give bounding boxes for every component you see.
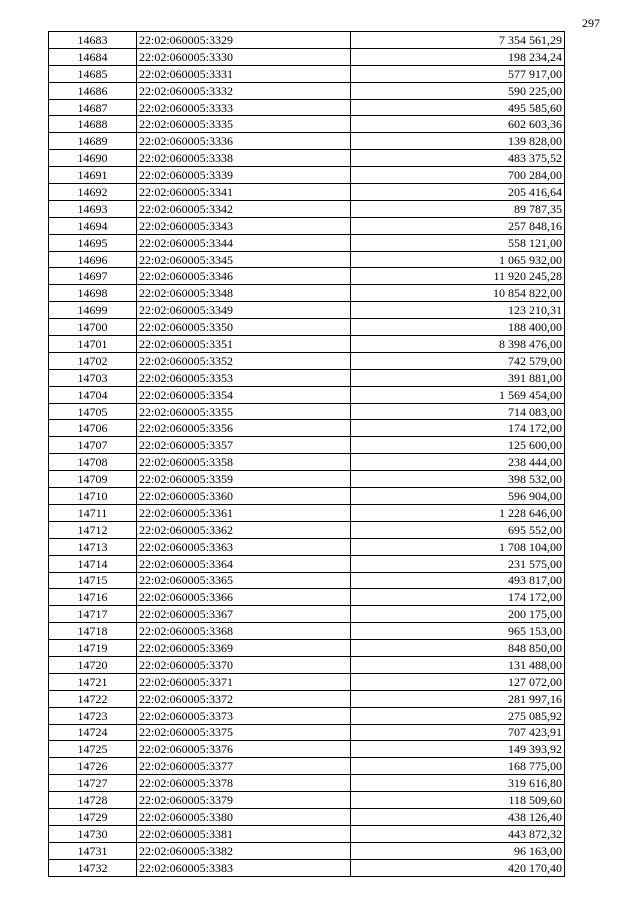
table-row <box>49 268 565 285</box>
table-row <box>49 690 565 707</box>
table-row <box>49 656 565 673</box>
row-number-cell: 14713 <box>49 538 137 555</box>
cadastral-number-cell: 22:02:060005:3372 <box>137 690 351 707</box>
cadastral-number-cell: 22:02:060005:3349 <box>137 302 351 319</box>
table-row <box>49 32 565 49</box>
row-number-cell: 14716 <box>49 589 137 606</box>
row-number-cell: 14720 <box>49 656 137 673</box>
table-row <box>49 420 565 437</box>
row-number-cell: 14711 <box>49 504 137 521</box>
table-row <box>49 606 565 623</box>
table-row <box>49 133 565 150</box>
cadastral-number-cell: 22:02:060005:3370 <box>137 656 351 673</box>
cadastral-value-cell: 483 375,52 <box>351 150 565 167</box>
table-row <box>49 623 565 640</box>
table-row <box>49 234 565 251</box>
row-number-cell: 14732 <box>49 859 137 876</box>
page-number: 297 <box>582 16 600 30</box>
cadastral-value-cell: 174 172,00 <box>351 420 565 437</box>
row-number-cell: 14700 <box>49 319 137 336</box>
table-row <box>49 504 565 521</box>
row-number-cell: 14706 <box>49 420 137 437</box>
row-number-cell: 14699 <box>49 302 137 319</box>
table-row <box>49 200 565 217</box>
row-number-cell: 14707 <box>49 437 137 454</box>
cadastral-value-cell: 131 488,00 <box>351 656 565 673</box>
cadastral-number-cell: 22:02:060005:3330 <box>137 48 351 65</box>
cadastral-number-cell: 22:02:060005:3346 <box>137 268 351 285</box>
cadastral-number-cell: 22:02:060005:3329 <box>137 32 351 49</box>
table-row <box>49 150 565 167</box>
cadastral-value-cell: 281 997,16 <box>351 690 565 707</box>
table-row <box>49 808 565 825</box>
cadastral-number-cell: 22:02:060005:3338 <box>137 150 351 167</box>
table-row <box>49 99 565 116</box>
cadastral-value-cell: 10 854 822,00 <box>351 285 565 302</box>
row-number-cell: 14723 <box>49 707 137 724</box>
table-row <box>49 319 565 336</box>
row-number-cell: 14686 <box>49 82 137 99</box>
cadastral-value-cell: 123 210,31 <box>351 302 565 319</box>
cadastral-value-cell: 391 881,00 <box>351 369 565 386</box>
cadastral-value-cell: 493 817,00 <box>351 572 565 589</box>
table-row <box>49 437 565 454</box>
cadastral-value-cell: 596 904,00 <box>351 488 565 505</box>
row-number-cell: 14689 <box>49 133 137 150</box>
cadastral-number-cell: 22:02:060005:3331 <box>137 65 351 82</box>
cadastral-value-cell: 590 225,00 <box>351 82 565 99</box>
cadastral-value-cell: 11 920 245,28 <box>351 268 565 285</box>
row-number-cell: 14709 <box>49 471 137 488</box>
cadastral-value-cell: 1 708 104,00 <box>351 538 565 555</box>
cadastral-number-cell: 22:02:060005:3350 <box>137 319 351 336</box>
cadastral-value-cell: 848 850,00 <box>351 640 565 657</box>
row-number-cell: 14698 <box>49 285 137 302</box>
cadastral-number-cell: 22:02:060005:3368 <box>137 623 351 640</box>
row-number-cell: 14691 <box>49 167 137 184</box>
table-body <box>49 32 565 877</box>
row-number-cell: 14683 <box>49 32 137 49</box>
table-row <box>49 775 565 792</box>
cadastral-number-cell: 22:02:060005:3354 <box>137 386 351 403</box>
row-number-cell: 14722 <box>49 690 137 707</box>
row-number-cell: 14684 <box>49 48 137 65</box>
table-row <box>49 471 565 488</box>
cadastral-number-cell: 22:02:060005:3336 <box>137 133 351 150</box>
cadastral-value-cell: 7 354 561,29 <box>351 32 565 49</box>
row-number-cell: 14690 <box>49 150 137 167</box>
cadastral-value-cell: 118 509,60 <box>351 792 565 809</box>
cadastral-value-cell: 1 569 454,00 <box>351 386 565 403</box>
row-number-cell: 14693 <box>49 200 137 217</box>
table-row <box>49 167 565 184</box>
row-number-cell: 14721 <box>49 673 137 690</box>
cadastral-number-cell: 22:02:060005:3364 <box>137 555 351 572</box>
cadastral-number-cell: 22:02:060005:3333 <box>137 99 351 116</box>
row-number-cell: 14726 <box>49 758 137 775</box>
cadastral-number-cell: 22:02:060005:3380 <box>137 808 351 825</box>
cadastral-value-cell: 965 153,00 <box>351 623 565 640</box>
table-row <box>49 82 565 99</box>
row-number-cell: 14725 <box>49 741 137 758</box>
row-number-cell: 14714 <box>49 555 137 572</box>
row-number-cell: 14692 <box>49 184 137 201</box>
table-row <box>49 825 565 842</box>
cadastral-value-cell: 1 065 932,00 <box>351 251 565 268</box>
cadastral-number-cell: 22:02:060005:3363 <box>137 538 351 555</box>
cadastral-value-cell: 200 175,00 <box>351 606 565 623</box>
table-row <box>49 386 565 403</box>
cadastral-number-cell: 22:02:060005:3341 <box>137 184 351 201</box>
table-row <box>49 741 565 758</box>
cadastral-value-cell: 319 616,80 <box>351 775 565 792</box>
cadastral-number-cell: 22:02:060005:3345 <box>137 251 351 268</box>
cadastral-number-cell: 22:02:060005:3360 <box>137 488 351 505</box>
row-number-cell: 14719 <box>49 640 137 657</box>
cadastral-number-cell: 22:02:060005:3332 <box>137 82 351 99</box>
cadastral-value-cell: 707 423,91 <box>351 724 565 741</box>
cadastral-number-cell: 22:02:060005:3362 <box>137 521 351 538</box>
cadastral-number-cell: 22:02:060005:3361 <box>137 504 351 521</box>
cadastral-value-cell: 188 400,00 <box>351 319 565 336</box>
cadastral-value-cell: 8 398 476,00 <box>351 336 565 353</box>
cadastral-number-cell: 22:02:060005:3376 <box>137 741 351 758</box>
cadastral-value-cell: 96 163,00 <box>351 842 565 859</box>
cadastral-number-cell: 22:02:060005:3352 <box>137 352 351 369</box>
cadastral-value-cell: 231 575,00 <box>351 555 565 572</box>
cadastral-value-cell: 700 284,00 <box>351 167 565 184</box>
table-row <box>49 572 565 589</box>
row-number-cell: 14717 <box>49 606 137 623</box>
table-row <box>49 302 565 319</box>
row-number-cell: 14727 <box>49 775 137 792</box>
cadastral-number-cell: 22:02:060005:3359 <box>137 471 351 488</box>
cadastral-number-cell: 22:02:060005:3365 <box>137 572 351 589</box>
cadastral-number-cell: 22:02:060005:3335 <box>137 116 351 133</box>
cadastral-number-cell: 22:02:060005:3373 <box>137 707 351 724</box>
cadastral-number-cell: 22:02:060005:3375 <box>137 724 351 741</box>
table-row <box>49 792 565 809</box>
cadastral-number-cell: 22:02:060005:3348 <box>137 285 351 302</box>
table-row <box>49 859 565 876</box>
cadastral-value-cell: 438 126,40 <box>351 808 565 825</box>
cadastral-value-cell: 558 121,00 <box>351 234 565 251</box>
cadastral-number-cell: 22:02:060005:3369 <box>137 640 351 657</box>
cadastral-number-cell: 22:02:060005:3366 <box>137 589 351 606</box>
cadastral-number-cell: 22:02:060005:3344 <box>137 234 351 251</box>
cadastral-number-cell: 22:02:060005:3383 <box>137 859 351 876</box>
row-number-cell: 14687 <box>49 99 137 116</box>
cadastral-value-cell: 238 444,00 <box>351 454 565 471</box>
row-number-cell: 14696 <box>49 251 137 268</box>
cadastral-number-cell: 22:02:060005:3367 <box>137 606 351 623</box>
table-row <box>49 336 565 353</box>
row-number-cell: 14730 <box>49 825 137 842</box>
table-row <box>49 488 565 505</box>
table-row <box>49 217 565 234</box>
table-row <box>49 454 565 471</box>
table-row <box>49 116 565 133</box>
cadastral-value-cell: 714 083,00 <box>351 403 565 420</box>
row-number-cell: 14731 <box>49 842 137 859</box>
row-number-cell: 14701 <box>49 336 137 353</box>
cadastral-value-cell: 149 393,92 <box>351 741 565 758</box>
row-number-cell: 14694 <box>49 217 137 234</box>
table-row <box>49 48 565 65</box>
table-row <box>49 403 565 420</box>
row-number-cell: 14728 <box>49 792 137 809</box>
cadastral-value-cell: 1 228 646,00 <box>351 504 565 521</box>
table-row <box>49 184 565 201</box>
cadastral-number-cell: 22:02:060005:3342 <box>137 200 351 217</box>
cadastral-number-cell: 22:02:060005:3379 <box>137 792 351 809</box>
table-row <box>49 724 565 741</box>
row-number-cell: 14703 <box>49 369 137 386</box>
row-number-cell: 14704 <box>49 386 137 403</box>
row-number-cell: 14715 <box>49 572 137 589</box>
row-number-cell: 14718 <box>49 623 137 640</box>
cadastral-value-cell: 495 585,60 <box>351 99 565 116</box>
table-row <box>49 538 565 555</box>
cadastral-value-cell: 398 532,00 <box>351 471 565 488</box>
cadastral-number-cell: 22:02:060005:3353 <box>137 369 351 386</box>
cadastral-value-cell: 198 234,24 <box>351 48 565 65</box>
cadastral-number-cell: 22:02:060005:3351 <box>137 336 351 353</box>
cadastral-number-cell: 22:02:060005:3356 <box>137 420 351 437</box>
cadastral-number-cell: 22:02:060005:3371 <box>137 673 351 690</box>
table-row <box>49 589 565 606</box>
table-row <box>49 842 565 859</box>
cadastral-value-cell: 205 416,64 <box>351 184 565 201</box>
cadastral-number-cell: 22:02:060005:3357 <box>137 437 351 454</box>
cadastral-number-cell: 22:02:060005:3382 <box>137 842 351 859</box>
row-number-cell: 14729 <box>49 808 137 825</box>
row-number-cell: 14710 <box>49 488 137 505</box>
cadastral-value-cell: 139 828,00 <box>351 133 565 150</box>
row-number-cell: 14724 <box>49 724 137 741</box>
cadastral-value-cell: 443 872,32 <box>351 825 565 842</box>
row-number-cell: 14695 <box>49 234 137 251</box>
cadastral-value-cell: 577 917,00 <box>351 65 565 82</box>
table-row <box>49 521 565 538</box>
cadastral-number-cell: 22:02:060005:3378 <box>137 775 351 792</box>
row-number-cell: 14705 <box>49 403 137 420</box>
cadastral-value-cell: 420 170,40 <box>351 859 565 876</box>
cadastral-value-cell: 89 787,35 <box>351 200 565 217</box>
cadastral-number-cell: 22:02:060005:3377 <box>137 758 351 775</box>
table-row <box>49 65 565 82</box>
cadastral-number-cell: 22:02:060005:3355 <box>137 403 351 420</box>
table-row <box>49 758 565 775</box>
cadastral-number-cell: 22:02:060005:3381 <box>137 825 351 842</box>
cadastral-number-cell: 22:02:060005:3358 <box>137 454 351 471</box>
table-row <box>49 352 565 369</box>
cadastral-number-cell: 22:02:060005:3343 <box>137 217 351 234</box>
row-number-cell: 14712 <box>49 521 137 538</box>
table-row <box>49 707 565 724</box>
cadastral-value-cell: 168 775,00 <box>351 758 565 775</box>
row-number-cell: 14708 <box>49 454 137 471</box>
row-number-cell: 14685 <box>49 65 137 82</box>
table-row <box>49 640 565 657</box>
cadastral-value-cell: 602 603,36 <box>351 116 565 133</box>
cadastral-value-cell: 695 552,00 <box>351 521 565 538</box>
cadastral-value-cell: 257 848,16 <box>351 217 565 234</box>
table-row <box>49 555 565 572</box>
table-row <box>49 285 565 302</box>
cadastral-value-cell: 275 085,92 <box>351 707 565 724</box>
cadastral-value-cell: 125 600,00 <box>351 437 565 454</box>
cadastral-number-cell: 22:02:060005:3339 <box>137 167 351 184</box>
table-row <box>49 673 565 690</box>
cadastral-value-cell: 127 072,00 <box>351 673 565 690</box>
row-number-cell: 14702 <box>49 352 137 369</box>
cadastral-value-table <box>48 31 565 877</box>
cadastral-value-cell: 742 579,00 <box>351 352 565 369</box>
cadastral-value-cell: 174 172,00 <box>351 589 565 606</box>
row-number-cell: 14688 <box>49 116 137 133</box>
table-row <box>49 251 565 268</box>
row-number-cell: 14697 <box>49 268 137 285</box>
table-row <box>49 369 565 386</box>
